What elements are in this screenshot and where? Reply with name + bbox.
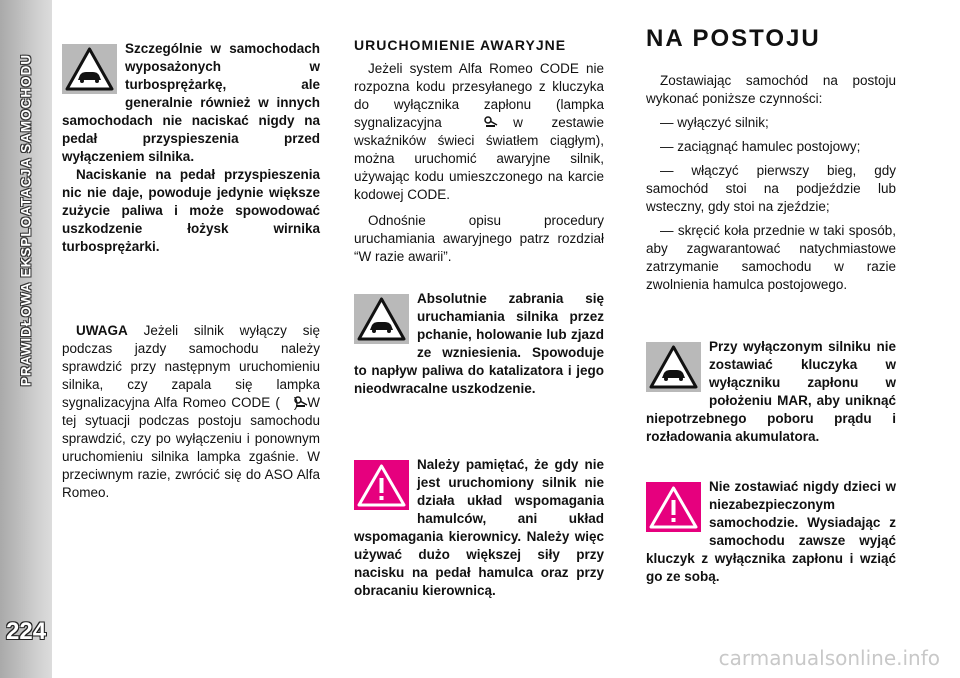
uwaga-text-1: Jeżeli silnik wyłączy się podczas jazdy samochodu należy sprawdzić przy następnym uruchomieniu silnika, czy zapala się lampka sygnalizacyjna Alfa Romeo CODE ( [62,323,320,410]
parking-step-2: — zaciągnąć hamulec postojowy; [660,139,861,154]
code-key-icon [470,115,484,127]
column-3 [646,25,896,294]
warning-brakes-text: Należy pamiętać, że gdy nie jest uruchomiony silnik nie działa układ wspomagania hamulców, ani układ wspomagania kierownicy. Należy więc używać dużo większej siły przy nacisku na pedał hamulca oraz przy obracaniu kierownicą. [354,457,604,598]
warning-turbo-text-2: Naciskanie na pedał przyspieszenia nic nie daje, powoduje jedynie większe zużycie paliwa i może spowodować uszkodzenie łożysk wirnika turbosprężarki. [62,167,320,254]
warning-push-start-block [354,290,604,398]
danger-warning-icon [646,482,701,532]
watermark: carmanualsonline.info [718,646,940,670]
uwaga-label: UWAGA [76,323,128,338]
sidebar-title: PRAWIDŁOWA EKSPLOATACJA SAMOCHODU [18,53,34,387]
page-title-na-postoju: NA POSTOJU [646,25,821,52]
car-warning-icon [62,44,117,94]
code-key-icon [280,395,294,407]
column-2 [354,36,604,266]
parking-step-3: — włączyć pierwszy bieg, gdy samochód stoi na podjeździe lub wsteczny, gdy stoi na zjeździe; [646,163,896,214]
uwaga-block [62,322,320,502]
warning-children-text: Nie zostawiać nigdy dzieci w niezabezpieczonym samochodzie. Wysiadając z samochodu zawsze wyjąć kluczyk z wyłącznika zapłonu i wziąć go ze sobą. [646,479,896,584]
parking-step-4: — skręcić koła przednie w taki sposób, aby zagwarantować natychmiastowe zatrzymanie samochodu w razie zwolnienia hamulca postojowego. [646,223,896,292]
warning-push-start-text: Absolutnie zabrania się uruchamiania silnika przez pchanie, holowanie lub zjazd ze wzniesienia. Spowoduje to napływ paliwa do katalizatora i jego nieodwracalne uszkodzenie. [354,291,604,396]
parking-intro: Zostawiając samochód na postoju wykonać poniższe czynności: [646,73,896,106]
emergency-start-text-b: w zestawie wskaźników świeci światłem ciągłym), można uruchomić awaryjne silnik, używając kodu umieszczonego na karcie kodowej CODE. [354,115,604,202]
parking-step-1: — wyłączyć silnik; [660,115,769,130]
warning-turbo-text: Szczególnie w samochodach wyposażonych w turbosprężarkę, ale generalnie również w innych samochodach nie naciskać nigdy na pedał przyspieszenia przed wyłączeniem silnika. [62,41,320,164]
emergency-start-text-a: Jeżeli system Alfa Romeo CODE nie rozpozna kodu przesyłanego z kluczyka do wyłącznika zapłonu (lampka sygnalizacyjna [354,61,604,130]
car-warning-icon [646,342,701,392]
warning-children-block [646,478,896,586]
warning-brakes-block [354,456,604,600]
uwaga-text-2: ). W tej sytuacji podczas postoju samochodu sprawdzić, czy po wyłączeniu i ponownym uruchomieniu silnika lampka zgaśnie. W przeciwnym razie, zwrócić się do ASO Alfa Romeo. [62,395,320,500]
section-title-uruchomienie: URUCHOMIENIE AWARYJNE [354,37,567,53]
danger-warning-icon [354,460,409,510]
warning-key-text: Przy wyłączonym silniku nie zostawiać kluczyka w wyłączniku zapłonu w położeniu MAR, aby uniknąć niepotrzebnego poboru prądu i rozładowania akumulatora. [646,339,896,444]
emergency-start-reference: Odnośnie opisu procedury uruchamiania awaryjnego patrz rozdział “W razie awarii”. [354,213,604,264]
column-1 [62,40,320,256]
sidebar [0,0,52,678]
page-number: 224 [6,618,47,645]
car-warning-icon [354,294,409,344]
warning-key-block [646,338,896,446]
